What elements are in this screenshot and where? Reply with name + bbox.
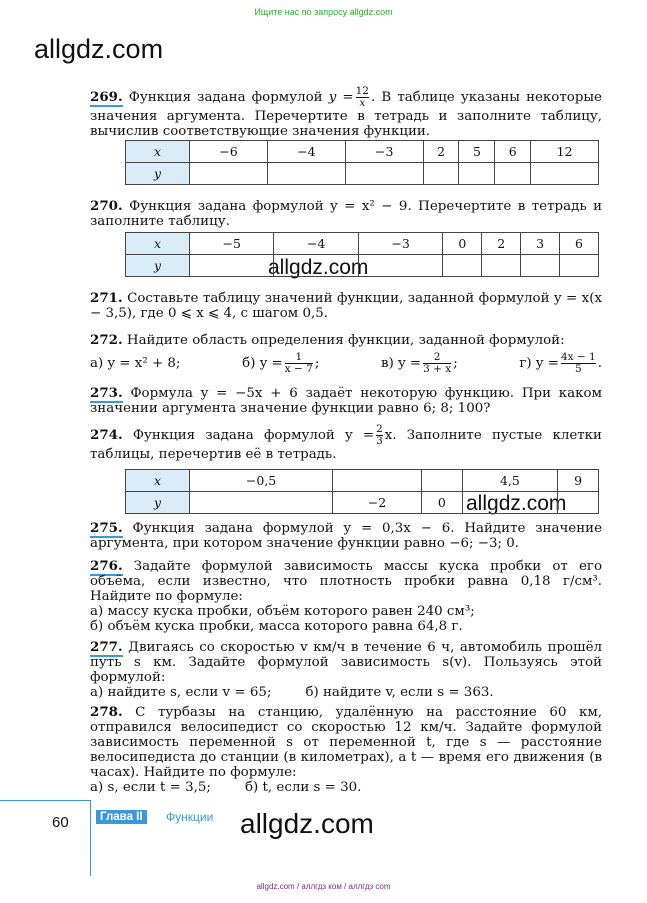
exercise-277: 277. Двигаясь со скоростью v км/ч в течение 6 ч, автомобиль прошёл путь s км. Задайте формулой зависимость s(v). Пользуясь этой формулой: а) найдите s, если v = 65; б) найдите v, если s = 363. bbox=[90, 639, 603, 700]
exercise-274: 274. Функция задана формулой y = $\frac{2}{3}$ x. Заполните пустые клетки таблицы, перечертив её в тетрадь. bbox=[90, 423, 602, 462]
chapter-name: Функции bbox=[166, 810, 214, 824]
table-row: x −5 −4 −3 0 2 3 6 bbox=[126, 233, 599, 255]
table-row: y bbox=[126, 163, 599, 185]
table-274 bbox=[125, 469, 599, 514]
fraction: $\frac{12}{x}$ bbox=[355, 85, 369, 109]
exercise-270: 270. Функция задана формулой y = x² − 9. Перечертите в тетрадь и заполните таблицу. bbox=[90, 198, 603, 229]
exercise-273: 273. Формула y = −5x + 6 задаёт некоторую функцию. При каком значении аргумента значение функции равно 6; 8; 100? bbox=[90, 385, 602, 416]
footer-vertical-rule bbox=[90, 800, 91, 876]
chapter-tag: Глава II bbox=[96, 810, 147, 824]
top-banner[interactable]: Ищите нас по запросу allgdz.com bbox=[254, 7, 393, 17]
watermark-bottom: allgdz.com bbox=[240, 808, 374, 839]
watermark-top-left: allgdz.com bbox=[34, 34, 164, 64]
watermark-middle: allgdz.com bbox=[268, 256, 369, 279]
page-number: 60 bbox=[52, 814, 69, 831]
table-269 bbox=[125, 140, 599, 185]
bottom-banner[interactable]: allgdz.com / аллгдз ком / аллгдз com bbox=[256, 882, 391, 891]
table-270 bbox=[125, 232, 599, 277]
exercise-269: 269. Функция задана формулой y = $\frac{12}{x}$ . В таблице указаны некоторые значения аргумента. Перечертите в тетрадь и заполните таблицу, вычислив соответствующие значения функции. bbox=[90, 85, 602, 139]
table-row: y bbox=[126, 255, 599, 277]
watermark-right: allgdz.com bbox=[466, 492, 567, 515]
table-row: x −0,5 4,5 9 bbox=[126, 470, 599, 492]
exercise-number: 269. bbox=[90, 89, 123, 105]
table-row: x −6 −4 −3 2 5 6 12 bbox=[126, 141, 599, 163]
exercise-272: 272. Найдите область определения функции, заданной формулой: а) y = x² + 8; б) y = $\frac{1}{x - 7}$ ; в) y = $\frac{2}{3 + x}$ ; г) y = $\frac{4x - 1}{5}$ . bbox=[90, 332, 602, 375]
exercise-278: 278. С турбазы на станцию, удалённую на расстояние 60 км, отправился велосипедист со скоростью 12 км/ч. Задайте формулой зависимость переменной s от переменной t, где s — расстояние велосипедиста до станции (в километрах), а t — время его движения (в часах). Найдите по формуле: а) s, если t = 3,5; б) t, если s = 30. bbox=[90, 704, 602, 795]
table-row: y −2 0 bbox=[126, 492, 599, 514]
exercise-276: 276. Задайте формулой зависимость массы куска пробки от его объёма, если известно, что плотность пробки равна 0,18 г/см³. Найдите по формуле: а) массу куска пробки, объём которого равен 240 см³; б) объём куска пробки, масса которого равна 64,8 г. bbox=[90, 558, 603, 634]
footer-rule bbox=[0, 800, 90, 801]
exercise-275: 275. Функция задана формулой y = 0,3x − 6. Найдите значение аргумента, при котором значение функции равно −6; −3; 0. bbox=[90, 520, 603, 551]
exercise-271: 271. Составьте таблицу значений функции, заданной формулой y = x(x − 3,5), где 0 ⩽ x ⩽ 4, с шагом 0,5. bbox=[90, 290, 602, 321]
